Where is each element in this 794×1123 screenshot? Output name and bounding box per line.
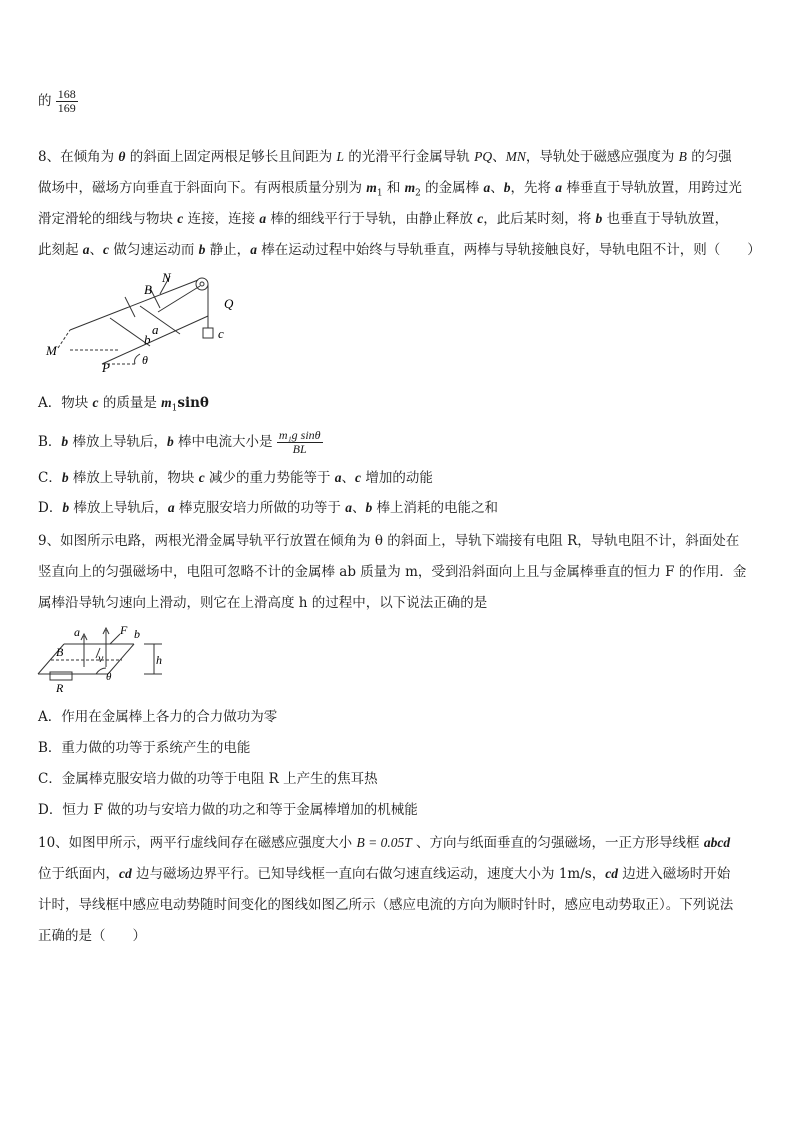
q9-fig-label-a: a: [74, 625, 80, 639]
fraction-168-169: $\frac{168}{169}$: [57, 87, 76, 115]
q10-line-2: 位于纸面内，cd 边与磁场边界平行。已知导线框一直向右做匀速直线运动，速度大小为 1m/s，cd 边进入磁场时开始: [38, 866, 731, 882]
q8-fig-label-a: a: [152, 322, 159, 337]
q8-option-a: A．物块 c 的质量是 $m_1\sin\theta$: [38, 395, 209, 414]
q8-figure: [40, 272, 250, 372]
q8-fig-label-b: b: [144, 332, 151, 347]
prefix-text: 的: [38, 93, 52, 109]
q10-line-1: 10、如图甲所示，两平行虚线间存在磁感应强度大小 B = 0.05T 、方向与纸面垂直的匀强磁场，一正方形导线框 abcd: [38, 835, 731, 851]
q8-fig-label-Q: Q: [224, 296, 234, 311]
q9-option-d: D．恒力 F 做的功与安培力做的功之和等于金属棒增加的机械能: [38, 802, 418, 818]
q9-line-3: 属棒沿导轨匀速向上滑动，则它在上滑高度 h 的过程中，以下说法正确的是: [38, 595, 488, 611]
q9-fig-label-v: v: [98, 651, 104, 665]
q8-fig-label-c: c: [218, 326, 224, 341]
q9-fig-label-R: R: [56, 681, 64, 695]
q8-option-c: C．b 棒放上导轨前，物块 c 减少的重力势能等于 a、c 增加的动能: [38, 470, 433, 486]
q8-fig-label-P: P: [102, 360, 110, 372]
q10-line-3: 计时，导线框中感应电动势随时间变化的图线如图乙所示（感应电流的方向为顺时针时，感应电动势取正）。下列说法: [38, 897, 734, 913]
q8-line-3: 滑定滑轮的细线与物块 c 连接，连接 a 棒的细线平行于导轨，由静止释放 c，此后某时刻，将 b 也垂直于导轨放置，: [38, 211, 729, 227]
q9-line-2: 竖直向上的匀强磁场中，电阻可忽略不计的金属棒 ab 质量为 m，受到沿斜面向上且与金属棒垂直的恒力 F 的作用．金: [38, 564, 747, 580]
q9-fig-label-F: F: [120, 623, 128, 637]
q9-option-a: A．作用在金属棒上各力的合力做功为零: [38, 709, 278, 725]
q9-option-b: B．重力做的功等于系统产生的电能: [38, 740, 251, 756]
fraction-line: [38, 88, 78, 115]
q9-line-1: 9、如图所示电路，两根光滑金属导轨平行放置在倾角为 θ 的斜面上，导轨下端接有电阻 R，导轨电阻不计，斜面处在: [38, 533, 740, 549]
q9-fig-label-b: b: [134, 627, 140, 641]
q8-option-b-fraction: $\frac{\text{m₁g sinθ}}{BL}$: [278, 428, 321, 456]
q9-fig-label-h: h: [156, 653, 162, 667]
q8-fig-label-theta: θ: [142, 353, 148, 367]
q9-fig-label-B: B: [56, 645, 64, 659]
q8-option-b: B．b 棒放上导轨后，b 棒中电流大小是 $\frac{\text{m₁g sinθ}}{BL}$: [38, 428, 321, 456]
q8-option-d: D．b 棒放上导轨后，a 棒克服安培力所做的功等于 a、b 棒上消耗的电能之和: [38, 500, 499, 516]
q9-option-c: C．金属棒克服安培力做的功等于电阻 R 上产生的焦耳热: [38, 771, 378, 787]
q8-fig-label-B: B: [144, 282, 152, 297]
q8-line-4: 此刻起 a、c 做匀速运动而 b 静止，a 棒在运动过程中始终与导轨垂直，两棒与导轨接触良好，导轨电阻不计，则（ ）: [38, 242, 761, 258]
q10-line-4: 正确的是（ ）: [38, 928, 146, 944]
q8-line-1: 8、在倾角为 θ 的斜面上固定两根足够长且间距为 L 的光滑平行金属导轨 PQ、MN，导轨处于磁感应强度为 B 的匀强: [38, 149, 732, 165]
q8-line-2: 做场中，磁场方向垂直于斜面向下。有两根质量分别为 $m_1$ 和 $m_2$ 的金属棒 a、b，先将 a 棒垂直于导轨放置，用跨过光: [38, 180, 742, 199]
q8-fig-label-N: N: [162, 272, 171, 285]
q9-fig-label-theta: θ: [106, 671, 112, 683]
q9-figure: [36, 622, 176, 702]
q8-fig-label-M: M: [46, 343, 57, 358]
